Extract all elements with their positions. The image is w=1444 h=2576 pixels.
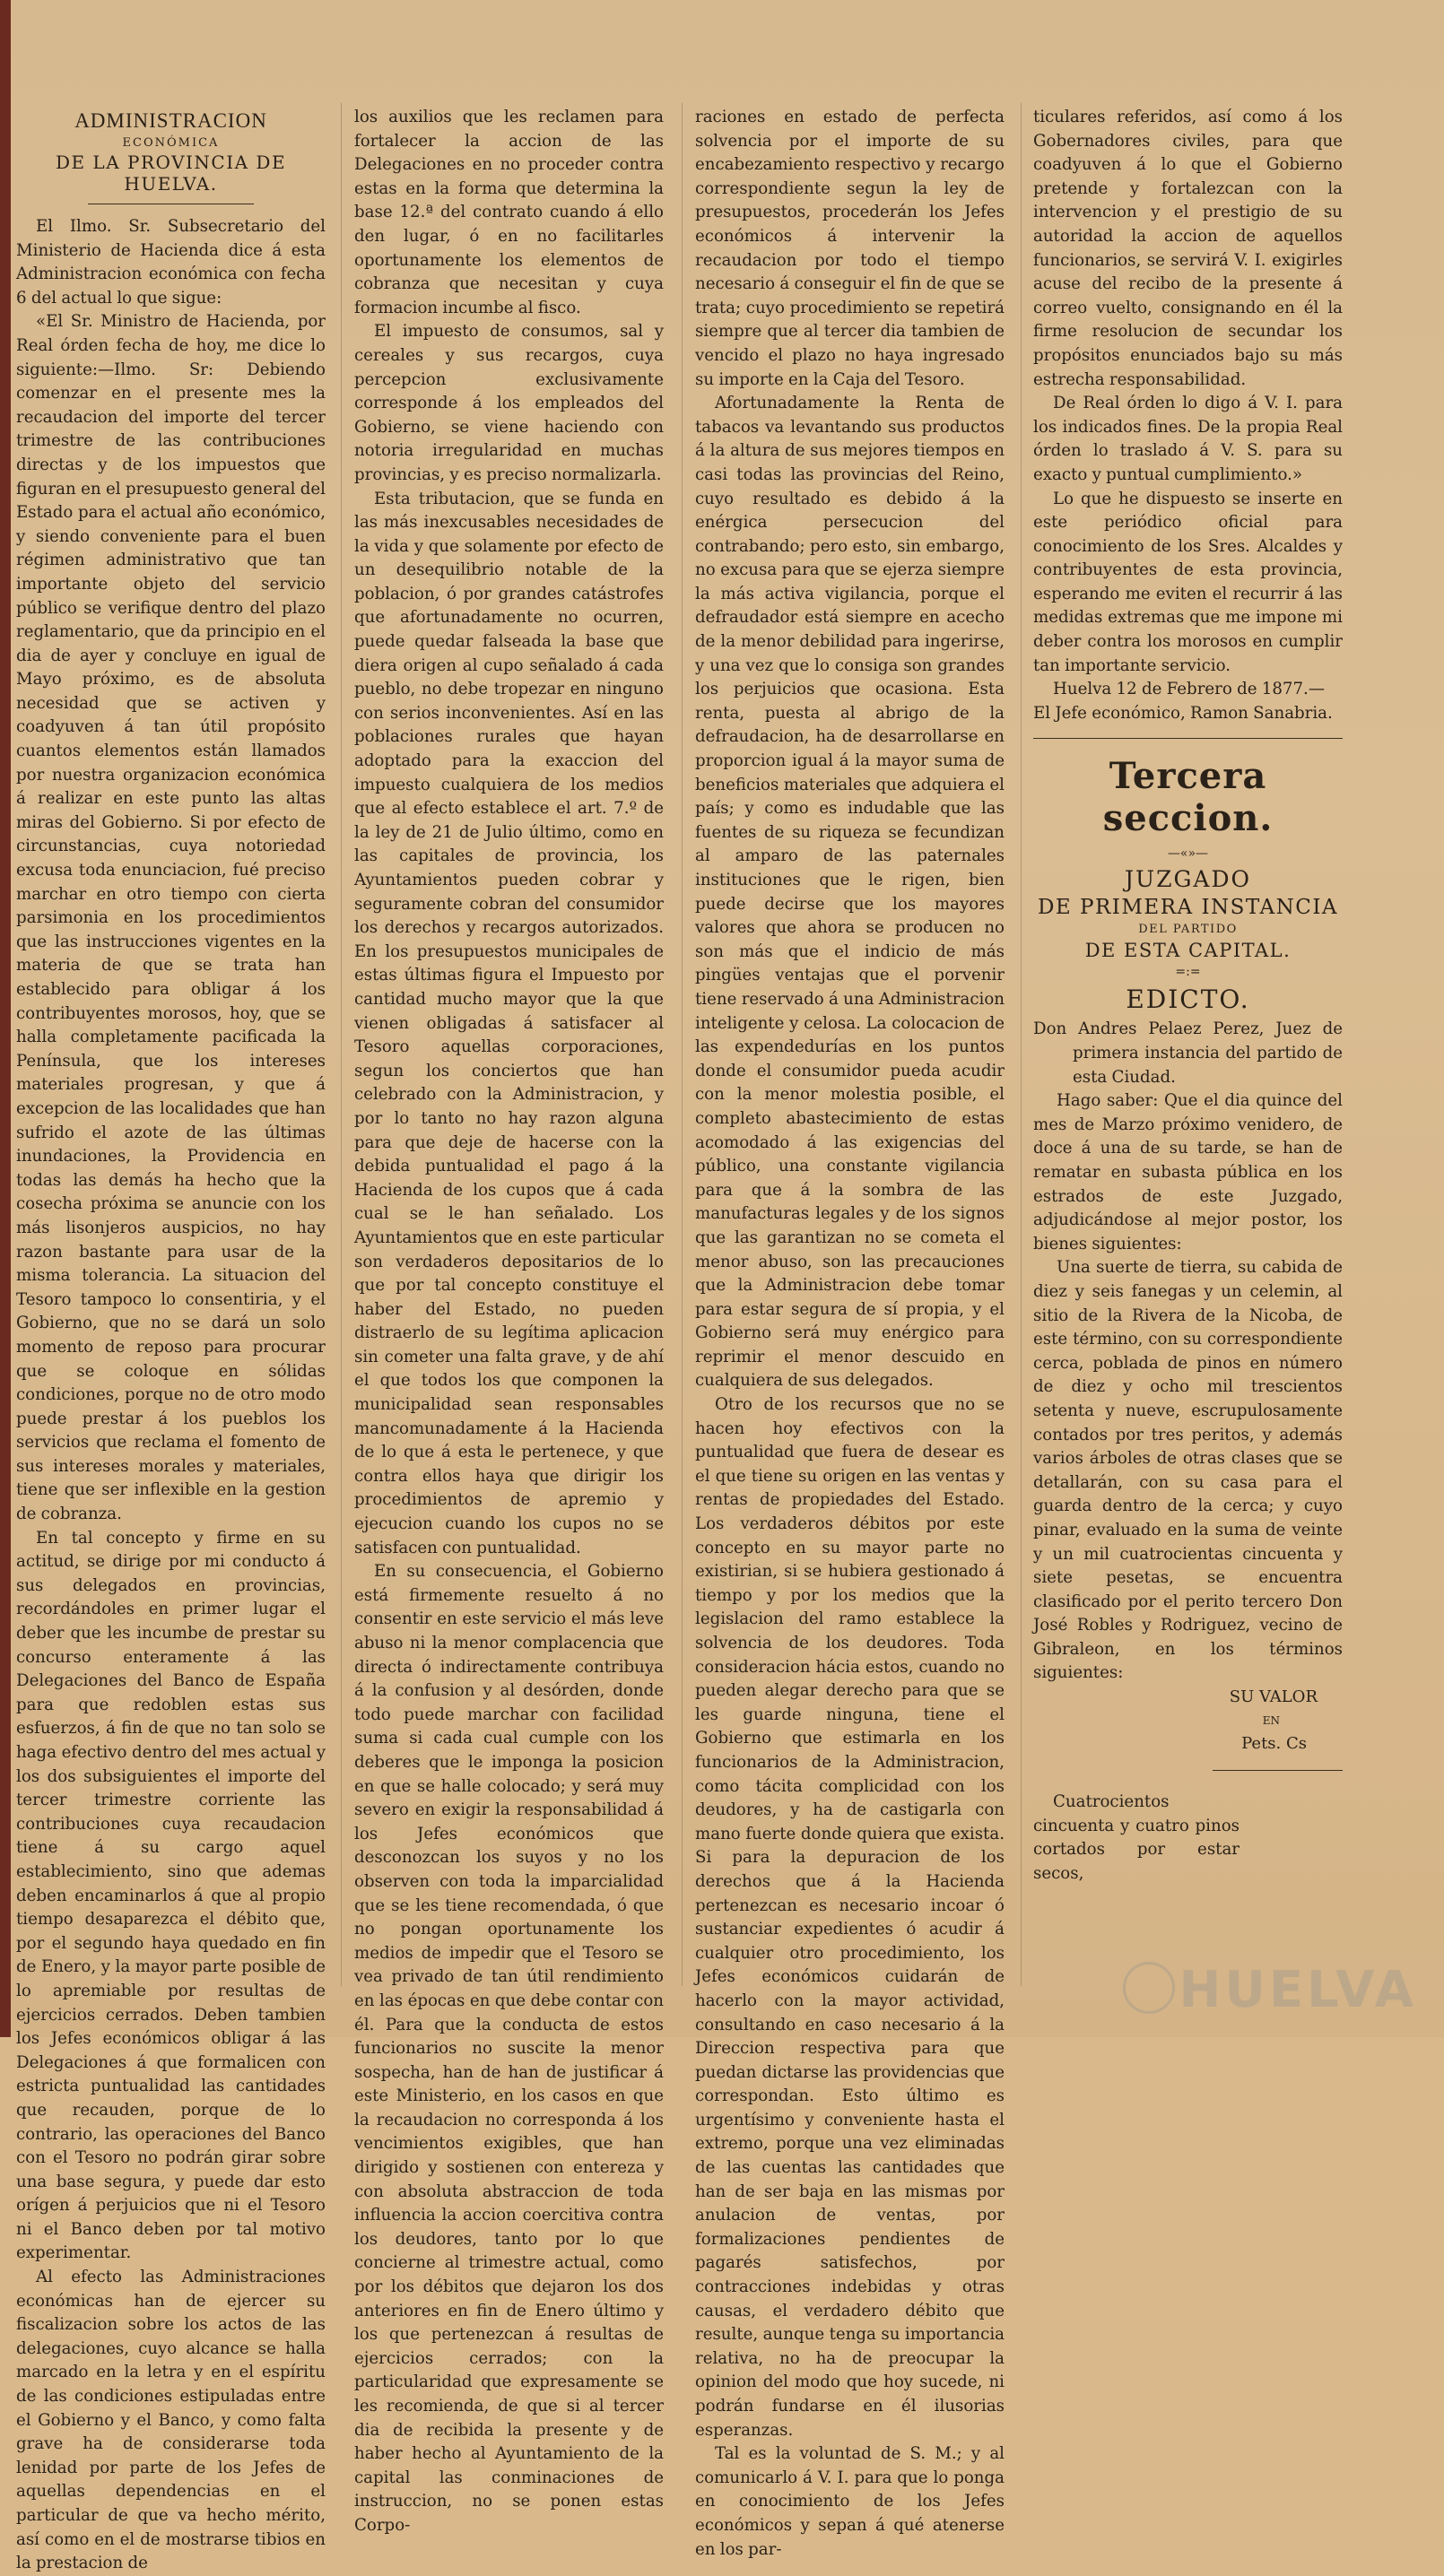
divider [1033,738,1343,739]
court-capital: DE ESTA CAPITAL. [1084,940,1292,962]
edicto-tail: Cuatrocientos cincuenta y cuatro pinos cortados por estar secos, [1033,1792,1240,1883]
column-3 [695,106,1005,2562]
signature-name: El Jefe económico, Ramon Sanabria. [1033,703,1333,723]
edicto-item: Una suerte de tierra, su cabida de diez y seis fanegas y un celemin, al sitio de la Rivera de la Nicoba, de este término, con su correspondiente cerca, poblada de pinos en número de diez y ocho mil trescientos setenta y nueve, escrupulosamente contados por tres peritos, y además varios árboles de otras clases que se detallarán, con su casa para el guarda dentro de la cerca; y cuyo pinar, evaluado en la suma de veinte y un mil cuatrocientas cincuenta y siete pesetas, se encuentra clasificado por el perito tercero Don José Robles y Rodriguez, vecino de Gibraleon, en los términos siguientes: [1033,1258,1343,1683]
paragraph: ticulares referidos, así como á los Gobernadores civiles, para que coadyuven á lo que el Gobierno pretende y fortalezcan con la intervencion y el prestigio de su autoridad la accion de aquellos funcionarios, se servirá V. I. exigirles acuse del recibo de la presente á correo vuelto, consignando en él la firme resolucion de secundar los propósitos enunciados bajo su más estrecha responsabilidad. [1033,108,1343,389]
archive-seal-icon [1123,1962,1175,2014]
edicto-body: Hago saber: Que el dia quince del mes de Marzo próximo venidero, de doce á una de su tarde, se han de rematar en subasta pública en los estrados de este Juzgado, adjudicándose al mejor postor, los bienes siguientes: [1033,1091,1343,1253]
section-title: ADMINISTRACION [74,109,267,132]
paragraph: Al efecto las Administraciones económicas han de ejercer su fiscalizacion sobre los actos de las delegaciones, cuyo alcance se halla marcado en la letra y en el espíritu de las condiciones estipuladas entre el Gobierno y el Banco, y como falta grave ha de considerarse toda lenidad por parte de los Jefes de aquellas dependencias en el particular de que va hecho mérito, así como en el de mostrarse tibios en la prestacion de [16,2268,326,2573]
paragraph: «El Sr. Ministro de Hacienda, por Real órden fecha de hoy, me dice lo siguiente:—Ilmo. Sr: Debiendo comenzar en el presente mes la recaudacion del importe del tercer trimestre de las contribuciones directas y de los impuestos que figuran en el presupuesto general del Estado para el actual año económico, y siendo conveniente para el buen régimen administrativo que tan importante objeto del servicio público se verifique dentro del plazo reglamentario, que da principio en el dia de ayer y concluye en igual de Mayo próximo, es de absoluta necesidad que se activen y coadyuven á tan útil propósito cuantos elementos están llamados por nuestra organizacion económica á realizar en este punto las altas miras del Gobierno. Si por efecto de circunstancias, cuya notoriedad excusa toda enunciacion, fué preciso marchar en otro tiempo con cierta parsimonia en los procedimientos que las instrucciones vigentes en la materia de que se trata han establecido para obligar á los contribuyentes morosos, hoy, que se halla completamente pacificada la Península, que los intereses materiales progresan, y que á excepcion de las localidades que han sufrido el azote de las últimas inundaciones, la Providencia en todas las demás ha hecho que la cosecha próxima se anuncie con los más lisonjeros auspicios, no hay razon bastante para usar de la misma tolerancia. La situacion del Tesoro tampoco lo consentiria, y el Gobierno, que no se dará un solo momento de reposo para procurar que se coloque en sólidas condiciones, porque no de otro modo puede prestar á los pueblos los servicios que reclama el fomento de sus intereses morales y materiales, tiene que ser inflexible en la gestion de cobranza. [16,312,326,1524]
paragraph: El impuesto de consumos, sal y cereales y sus recargos, cuya percepcion exclusivamente corresponde á los empleados del Gobierno, se viene haciendo con notoria irregularidad en muchas provincias, y es preciso normalizarla. [354,322,664,484]
edicto-judge: Don Andres Pelaez Perez, Juez de primera instancia del partido de esta Ciudad. [1033,1019,1343,1087]
archive-watermark: HUELVA [1179,1961,1417,2019]
paragraph: En su consecuencia, el Gobierno está firmemente resuelto á no consentir en este servicio el más leve abuso ni la menor complacencia que directa ó indirectamente contribuya á la confusion y al desórden, donde todo puede marchar con facilidad suma si cada cual cumple con los deberes que le imponga la posicion en que se halle colocado; y será muy severo en exigir la responsabilidad á los Jefes económicos que desconozcan los suyos y no los observen con toda la imparcialidad que se les tiene recomendada, ó que no pongan oportunamente los medios de impedir que el Tesoro se vea privado de tan útil rendimiento en las épocas en que debe contar con él. Para que la conducta de estos funcionarios no suscite la menor sospecha, han de han de justificar á este Ministerio, en los casos en que la recaudacion no corresponda á los vencimientos exigibles, que han dirigido y sostienen con entereza y con absoluta abstraccion de toda influencia la accion coercitiva contra los deudores, tanto por lo que concierne al trimestre actual, como por los débitos que dejaron los dos anteriores en fin de Enero último y los que pertenezcan á resultas de ejercicios cerrados; con la particularidad que expresamente se les recomienda, de que si al tercer dia de recibida la presente y de haber hecho al Ayuntamiento de la capital las conminaciones de instruccion, no se ponen estas Corpo- [354,1562,664,2535]
paragraph: los auxilios que les reclamen para fortalecer la accion de las Delegaciones en no proceder contra estas en la forma que determina la base 12.ª del contrato cuando á ello den lugar, ó en no facilitarles oportunamente los elementos de cobranza que necesitan y cuya formacion incumbe al fisco. [354,108,664,317]
column-rule [341,103,342,1986]
paragraph: El Ilmo. Sr. Subsecretario del Ministerio de Hacienda dice á esta Administracion económica con fecha 6 del actual lo que sigue: [16,217,326,308]
paragraph: Tal es la voluntad de S. M.; y al comunicarlo á V. I. para que lo ponga en conocimiento de los Jefes económicos y sepan á qué atenerse en los par- [695,2444,1005,2559]
column-2 [354,106,664,2538]
section-subtitle-2: DE LA PROVINCIA DE HUELVA. [55,152,287,195]
valor-units: Pets. Cs [1241,1734,1307,1754]
ornament-2: =:= [1175,965,1201,980]
column-4 [1033,106,1343,1886]
court-heading: JUZGADO [1124,866,1252,893]
paragraph: raciones en estado de perfecta solvencia por el importe de su encabezamiento respectivo y recargo correspondiente segun la ley de presupuestos, procederán los Jefes económicos á intervenir la recaudacion por todo el tiempo necesario á conseguir el fin de que se trata; cuyo procedimiento se repetirá siempre que al tercer dia tambien de vencido el plazo no haya ingresado su importe en la Caja del Tesoro. [695,108,1005,389]
paragraph: Lo que he dispuesto se inserte en este periódico oficial para conocimiento de los Sres. Alcaldes y contribuyentes de esta provincia, esperando me eviten el recurrir á las medidas extremas que me impone mi deber contra los morosos en cumplir tan importante servicio. [1033,489,1343,675]
paragraph: Otro de los recursos que no se hacen hoy efectivos con la puntualidad que fuera de desear es el que tiene su origen en las ventas y rentas de propiedades del Estado. Los verdaderos débitos por este concepto en su mayor parte no existirian, si se hubiera gestionado á tiempo y por los medios que la legislacion del ramo establece la solvencia de los deudores. Toda consideracion hácia estos, cuando no pueden alegar derecho para que se les guarde ninguna, tiene el Gobierno que estimarla en los funcionarios de la Administracion, como tácita complicidad con los deudores, y ha de castigarla con mano fuerte donde quiera que exista. Si para la depuracion de los derechos que á la Hacienda pertenezcan es necesario incoar ó sustanciar expedientes ó acudir á cualquier otro procedimiento, los Jefes económicos cuidarán de hacerlo con la mayor actividad, consultando en caso necesario á la Direccion respectiva para que puedan dictarse las providencias que correspondan. Esto último es urgentísimo y conveniente hasta el extremo, porque una vez eliminadas de las cuentas las cantidades que han de ser baja en las mismas por anulacion de ventas, por formalizaciones pendientes de pagarés satisfechos, por contracciones indebidas y otras causas, el verdadero débito que resulte, aunque tenga su importancia relativa, no ha de preocupar la opinion del modo que hoy sucede, ni podrán fundarse en él ilusorias esperanzas. [695,1395,1005,2440]
valor-heading: SU VALOR [1229,1687,1318,1707]
valor-en: EN [1262,1714,1280,1728]
paragraph: Esta tributacion, que se funda en las más inexcusables necesidades de la vida y que solamente por efecto de un desequilibrio notable de la poblacion, ó por grandes catástrofes que afortunadamente no ocurren, puede quedar falseada la base que diera origen al cupo señalado á cada pueblo, no debe tropezar en ninguno con serios inconvenientes. Así en las poblaciones rurales que hayan adoptado para la exaccion del impuesto cualquiera de los medios que al efecto establece el art. 7.º de la ley de 21 de Julio último, como en las capitales de provincia, los Ayuntamientos pueden cobrar y seguramente cobran del consumidor los derechos y recargos autorizados. En los presupuestos municipales de estas últimas figura el Impuesto por cantidad mucho mayor que la que vienen obligadas á satisfacer al Tesoro aquellas corporaciones, segun los conciertos que han celebrado con la Administracion, y por lo tanto no hay razon alguna para que deje de hacerse con la debida puntualidad el pago á la Hacienda de los cupos que á cada cual se le han señalado. Los Ayuntamientos que en este particular son verdaderos depositarios de lo que por tal concepto constituye el haber del Estado, no pueden distraerlo de su legítima aplicacion sin cometer una falta grave, y de ahí el que todos los que componen la municipalidad sean responsables mancomunadamente á la Hacienda de lo que á esta le pertenece, y que contra ellos haya que dirigir los procedimientos de apremio y ejecucion cuando los cupos no se satisfacen con puntualidad. [354,489,664,1557]
court-partido: DEL PARTIDO [1138,923,1238,937]
column-rule [1021,103,1022,1986]
signature-date: Huelva 12 de Febrero de 1877.— [1053,680,1326,699]
section-subtitle: ECONÓMICA [122,136,220,150]
ornament: —«»— [1167,846,1209,862]
column-1 [16,99,326,2576]
paragraph: De Real órden lo digo á V. I. para los indicados fines. De la propia Real órden lo traslado á V. S. para su exacto y puntual cumplimiento.» [1033,394,1343,484]
section-heading: Tercera seccion. [1102,755,1274,840]
column-rule [682,103,683,1986]
paragraph: Afortunadamente la Renta de tabacos va levantando sus productos á la altura de sus mejores tiempos en casi todas las provincias del Reino, cuyo resultado es debido á la enérgica persecucion del contrabando; pero esto, sin embargo, no excusa para que se ejerza siempre la más activa vigilancia, porque el defraudador está siempre en acecho de la menor debilidad para ingerirse, y una vez que lo consiga son grandes los perjuicios que ocasiona. Esta renta, puesta al abrigo de la defraudacion, ha de desarrollarse en proporcion igual á la mayor suma de beneficios materiales que adquiera el país; y como es indudable que las fuentes de su riqueza se fecundizan al amparo de las paternales instituciones que le rigen, bien puede decirse que los mayores valores que ahora se producen no son más que el indicio de más pingües ventajas que el porvenir tiene reservado á una Administracion inteligente y celosa. La colocacion de las expendedurías en los puntos donde el consumidor pueda acudir con la menor molestia posible, el completo abastecimiento de estas acomodado á las exigencias del público, una constante vigilancia para que á la sombra de las manufacturas legales y de los signos que las garantizan no se cometa el menor abuso, son las precauciones que la Administracion debe tomar para estar segura de sí propia, y el Gobierno será muy enérgico para reprimir el menor descuido en cualquiera de sus delegados. [695,394,1005,1391]
court-subheading: DE PRIMERA INSTANCIA [1037,896,1339,920]
edicto-title: EDICTO. [1126,984,1250,1015]
page-edge-binding [0,0,11,2037]
paragraph: En tal concepto y firme en su actitud, se dirige por mi conducto á sus delegados en provincias, recordándoles en primer lugar el deber que les incumbe de prestar su concurso enteramente á las Delegaciones del Banco de España para que redoblen estas sus esfuerzos, á fin de que no tan solo se haga efectivo dentro del mes actual y los dos subsiguientes el importe del tercer trimestre corriente las contribuciones cuya recaudacion tiene á su cargo aquel establecimiento, sino que ademas deben encaminarlos á que al propio tiempo desaparezca el débito que, por el segundo haya quedado en fin de Enero, y la mayor parte posible de lo apremiable por resultas de ejercicios cerrados. Deben tambien los Jefes económicos obligar á las Delegaciones á que formalicen con estricta puntualidad las cantidades que recauden, porque de lo contrario, las operaciones del Banco con el Tesoro no podrán girar sobre una base segura, y puede dar esto orígen á perjuicios que ni el Tesoro ni el Banco deben por tal motivo experimentar. [16,1528,326,2263]
divider [1213,1770,1343,1771]
